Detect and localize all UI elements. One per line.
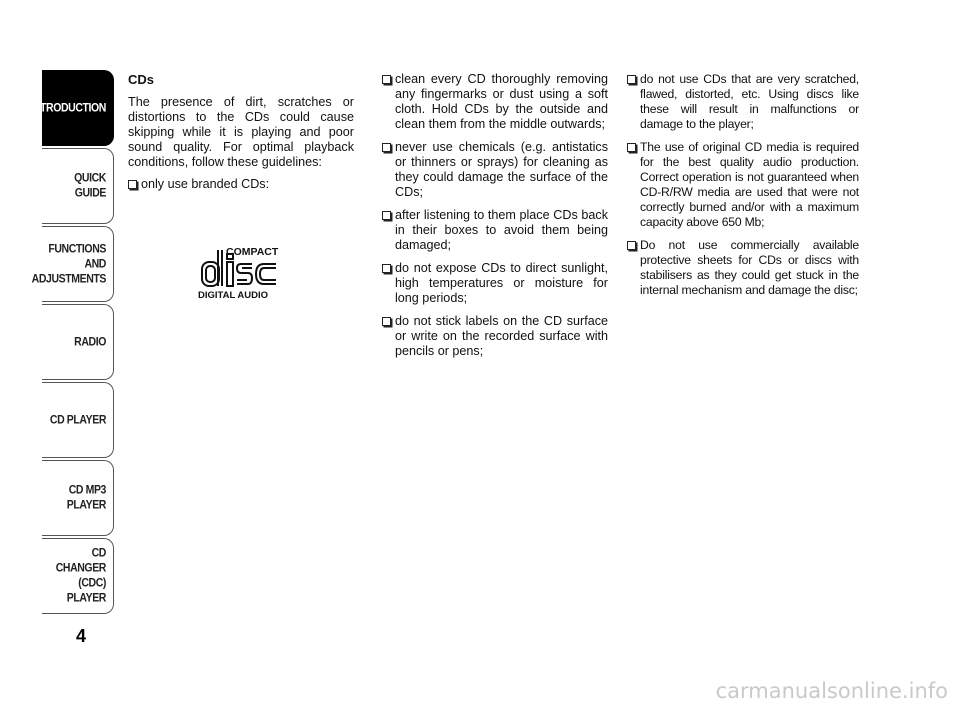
- intro-paragraph: The presence of dirt, scratches or distortions to the CDs could cause skipping while it is playing and poor sound quality. For optimal playback conditions, follow these guidelines:: [128, 95, 354, 169]
- list-item: [627, 140, 859, 230]
- list-item: [382, 314, 608, 359]
- list-item-text: The use of original CD media is required for the best quality audio production. Correct operation is not guaranteed when CD-R/RW media are used that were not correctly burned and/or with a maximum capacity above 650 Mb;: [640, 140, 859, 229]
- tab-label: QUICK GUIDE: [74, 171, 106, 200]
- tab-functions-and-adjustments[interactable]: [31, 226, 114, 302]
- tab-label: FUNCTIONS AND ADJUSTMENTS: [31, 241, 106, 286]
- checkbox-bullet-icon: [627, 143, 636, 152]
- list-item: [382, 140, 608, 200]
- tab-cd-mp3-player[interactable]: [42, 460, 114, 536]
- tab-radio[interactable]: [42, 304, 114, 380]
- watermark: carmanualsonline.info: [715, 679, 948, 703]
- list-item: [382, 72, 608, 132]
- column-2: [382, 72, 608, 367]
- list-item-text: do not stick labels on the CD surface or write on the recorded surface with pencils or pens;: [395, 314, 608, 358]
- tab-label: RADIO: [74, 334, 106, 349]
- checkbox-bullet-icon: [382, 317, 391, 326]
- tab-cd-changer-player[interactable]: [42, 538, 114, 614]
- page-number: 4: [76, 626, 87, 646]
- list-item-text: after listening to them place CDs back in their boxes to avoid them being damaged;: [395, 208, 608, 252]
- checkbox-bullet-icon: [627, 75, 636, 84]
- column-3: [627, 72, 859, 306]
- list-item: [627, 238, 859, 298]
- checkbox-bullet-icon: [382, 143, 391, 152]
- tab-label: CD MP3 PLAYER: [66, 483, 106, 512]
- section-tabs: [30, 70, 114, 616]
- tab-quick-guide[interactable]: [42, 148, 114, 224]
- list-item: [382, 261, 608, 306]
- list-item-text: only use branded CDs:: [141, 177, 270, 191]
- list-item: [128, 177, 354, 192]
- logo-digital-audio-text: DIGITAL AUDIO: [198, 290, 269, 301]
- checkbox-bullet-icon: [627, 241, 636, 250]
- checkbox-bullet-icon: [382, 211, 391, 220]
- list-item-text: Do not use commercially available protective sheets for CDs or discs with stabilisers as they could get stuck in the internal mechanism and damage the disc;: [640, 238, 859, 297]
- column-1: [128, 72, 354, 200]
- tab-cd-player[interactable]: [42, 382, 114, 458]
- section-heading: CDs: [128, 72, 155, 87]
- list-item-text: do not use CDs that are very scratched, flawed, distorted, etc. Using discs like these will result in malfunctions or damage to the player;: [640, 72, 859, 131]
- tab-introduction[interactable]: [30, 70, 114, 146]
- compact-disc-logo: [196, 245, 290, 301]
- tab-label: INTRODUCTION: [30, 100, 106, 115]
- list-item-text: never use chemicals (e.g. antistatics or thinners or sprays) for cleaning as they could damage the surface of the CDs;: [395, 140, 608, 199]
- tab-label: CD PLAYER: [49, 412, 106, 427]
- list-item: [627, 72, 859, 132]
- logo-compact-text: COMPACT: [226, 246, 279, 258]
- checkbox-bullet-icon: [382, 75, 391, 84]
- checkbox-bullet-icon: [382, 264, 391, 273]
- tab-label: CD CHANGER (CDC) PLAYER: [55, 546, 106, 605]
- list-item-text: clean every CD thoroughly removing any fingermarks or dust using a soft cloth. Hold CDs by the outside and clean them from the middle outwards;: [395, 72, 608, 131]
- list-item: [382, 208, 608, 253]
- checkbox-bullet-icon: [128, 180, 137, 189]
- list-item-text: do not expose CDs to direct sunlight, high temperatures or moisture for long periods;: [395, 261, 608, 305]
